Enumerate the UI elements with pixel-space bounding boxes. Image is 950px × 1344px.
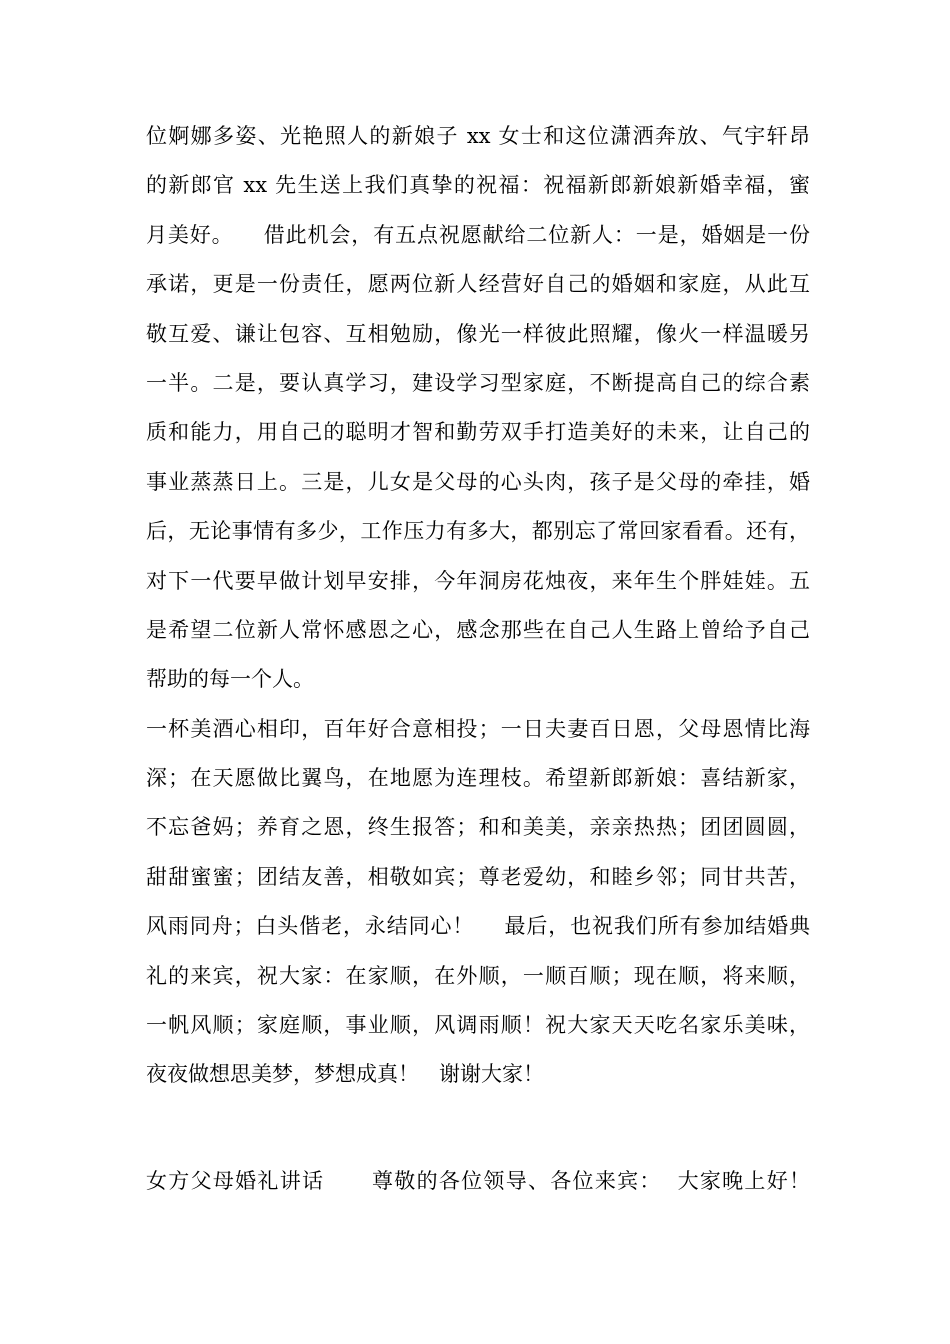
- text-line: 甜甜蜜蜜；团结友善，相敬如宾；尊老爱幼，和睦乡邻；同甘共苦，: [146, 864, 810, 889]
- text-line: 后，无论事情有多少，工作压力有多大，都别忘了常回家看看。还有，: [146, 519, 810, 544]
- text-line: 礼的来宾，祝大家：在家顺，在外顺，一顺百顺；现在顺，将来顺，: [146, 963, 810, 988]
- text-line: 一杯美酒心相印，百年好合意相投；一日夫妻百日恩，父母恩情比海: [146, 716, 810, 741]
- text-line: 的新郎官 xx 先生送上我们真挚的祝福：祝福新郎新娘新婚幸福，蜜: [146, 173, 810, 198]
- text-line: 月美好。 借此机会，有五点祝愿献给二位新人：一是，婚姻是一份: [146, 222, 810, 247]
- text-line: 是希望二位新人常怀感恩之心，感念那些在自己人生路上曾给予自己: [146, 617, 810, 642]
- text-line: 位婀娜多姿、光艳照人的新娘子 xx 女士和这位潇洒奔放、气宇轩昂: [146, 124, 810, 148]
- next-speech-heading: 女方父母婚礼讲话 尊敬的各位领导、各位来宾： 大家晚上好！: [146, 1169, 810, 1193]
- text-line: 帮助的每一个人。: [146, 667, 314, 692]
- text-line: 承诺，更是一份责任，愿两位新人经营好自己的婚姻和家庭，从此互: [146, 272, 810, 297]
- text-line: 对下一代要早做计划早安排，今年洞房花烛夜，来年生个胖娃娃。五: [146, 568, 810, 593]
- speech-body: [146, 112, 810, 1100]
- text-line: 质和能力，用自己的聪明才智和勤劳双手打造美好的未来，让自己的: [146, 420, 810, 445]
- text-line: 风雨同舟；白头偕老，永结同心！ 最后，也祝我们所有参加结婚典: [146, 914, 810, 939]
- text-line: 事业蒸蒸日上。三是，儿女是父母的心头肉，孩子是父母的牵挂，婚: [146, 469, 810, 494]
- text-line: 深；在天愿做比翼鸟，在地愿为连理枝。希望新郎新娘：喜结新家，: [146, 766, 810, 791]
- text-line: 一半。二是，要认真学习，建设学习型家庭，不断提高自己的综合素: [146, 370, 810, 395]
- text-line: 不忘爸妈；养育之恩，终生报答；和和美美，亲亲热热；团团圆圆，: [146, 815, 810, 840]
- text-line: 敬互爱、谦让包容、互相勉励，像光一样彼此照耀，像火一样温暖另: [146, 321, 810, 346]
- text-line: 一帆风顺；家庭顺，事业顺，风调雨顺！祝大家天天吃名家乐美味，: [146, 1013, 810, 1038]
- text-line: 夜夜做想思美梦，梦想成真！ 谢谢大家！: [146, 1062, 545, 1087]
